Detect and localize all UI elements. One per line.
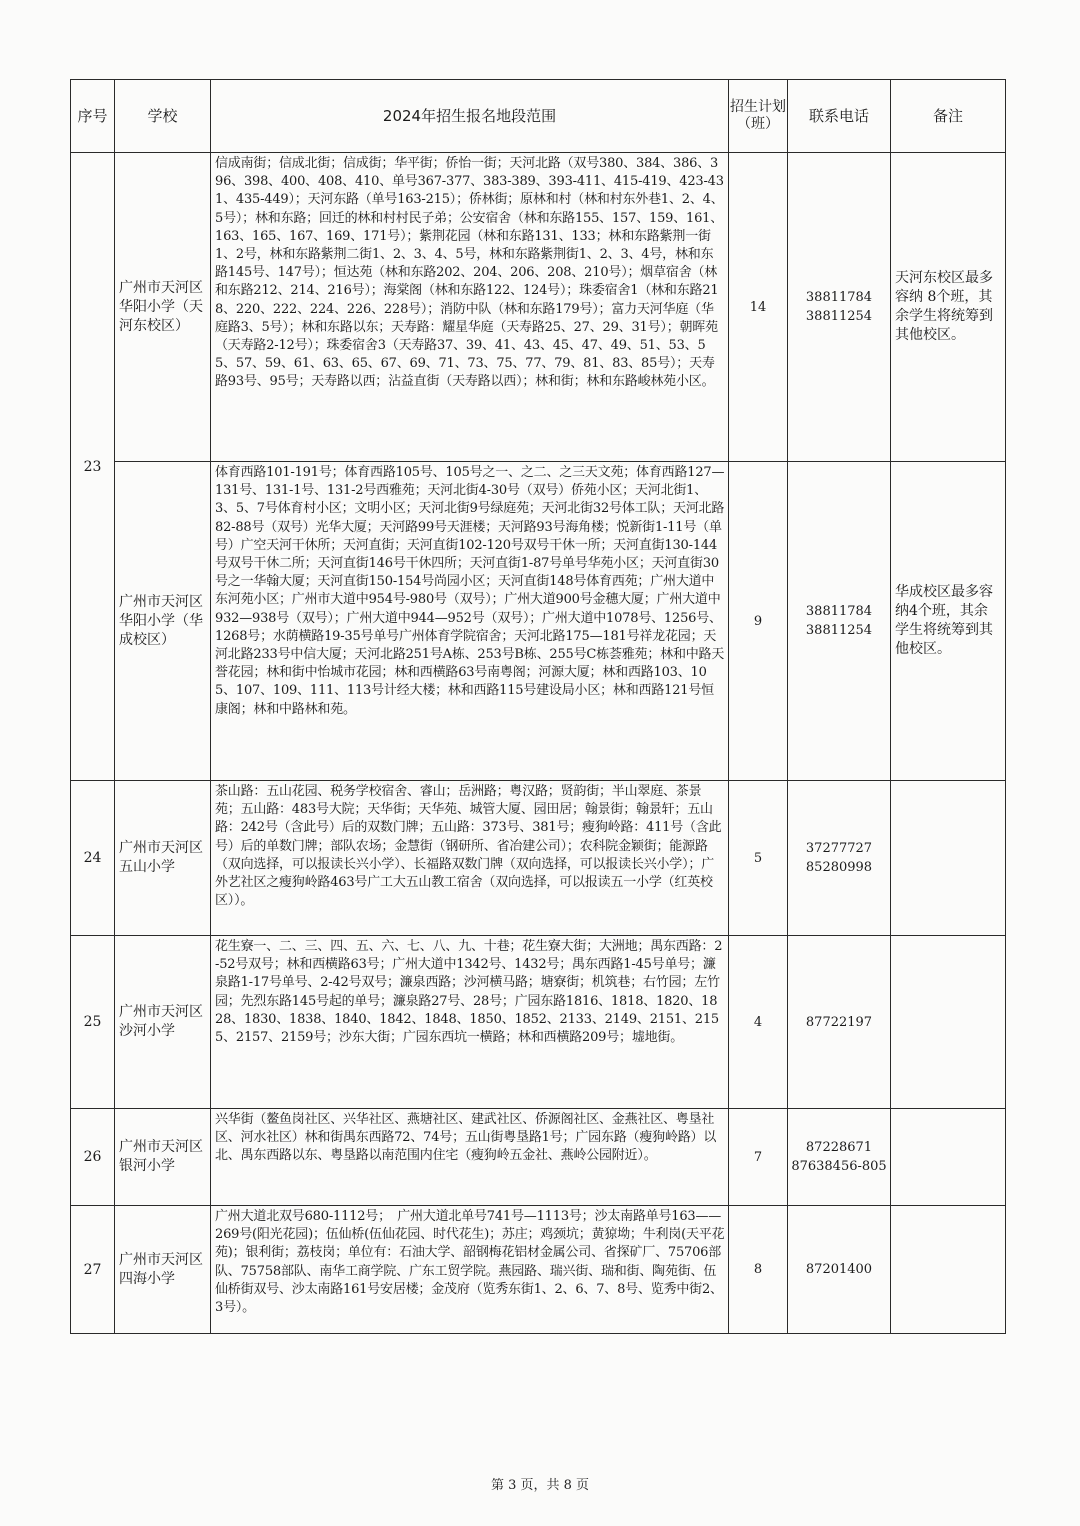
table-row bbox=[71, 1109, 1006, 1206]
row-range: 体育西路101-191号；体育西路105号、105号之一、之二、之三天文苑；体育西路127—131号、131-1号、131-2号西雅苑；天河北街4-30号（双号）侨苑小区；天河北街1、3、5、7号体育村小区；文明小区；天河北街9号绿庭苑；天河北街32号体工队；天河北路82-88号（双号）光华大厦；天河路99号天涯楼；天河路93号海角楼；悦新街1-11号（单号）广空天河干休所；天河直街；天河直街102-120号双号干休一所；天河直街130-144号双号干休二所；天河直街146号干休四所；天河直街1-87号单号华苑小区；天河直街30号之一华翰大厦；天河直街150-154号尚园小区；天河直街148号体育西苑；广州大道中东河苑小区；广州市大道中954号-980号（双号）；广州大道900号金穗大厦；广州大道中932—938号（双号）；广州大道中944—952号（双号）；广州大道中1078号、1256号、1268号；水荫横路19-35号单号广州体育学院宿舍；天河北路175—181号祥龙花园；天河北路233号中信大厦；天河北路251号A栋、253号B栋、255号C栋荟雅苑；林和中路天誉花园；林和街中怡城市花园；林和西横路63号南粤阁；河源大厦；林和西路103、105、107、109、111、113号计经大楼；林和西路115号建设局小区；林和西路121号恒康阁；林和中路林和苑。 bbox=[211, 462, 729, 781]
row-phone: 38811784 38811254 bbox=[788, 462, 891, 781]
row-note bbox=[891, 781, 1006, 936]
table-row bbox=[71, 781, 1006, 936]
row-plan: 7 bbox=[729, 1109, 788, 1206]
header-school: 学校 bbox=[115, 80, 211, 153]
row-note: 华成校区最多容纳4个班，其余学生将统筹到其他校区。 bbox=[891, 462, 1006, 781]
row-note bbox=[891, 1109, 1006, 1206]
row-seq: 27 bbox=[71, 1206, 115, 1334]
table-header-row bbox=[71, 80, 1006, 153]
header-range: 2024年招生报名地段范围 bbox=[211, 80, 729, 153]
row-seq: 26 bbox=[71, 1109, 115, 1206]
row-school: 广州市天河区华阳小学（天河东校区） bbox=[115, 153, 211, 462]
table-row bbox=[71, 153, 1006, 462]
table-row bbox=[71, 1206, 1006, 1334]
header-plan: 招生计划（班） bbox=[729, 80, 788, 153]
row-phone: 87722197 bbox=[788, 936, 891, 1109]
page-footer: 第 3 页，共 8 页 bbox=[490, 1478, 590, 1493]
row-phone: 87228671 87638456-805 bbox=[788, 1109, 891, 1206]
row-plan: 5 bbox=[729, 781, 788, 936]
row-note bbox=[891, 1206, 1006, 1334]
row-range: 信成南街；信成北街；信成街；华平街；侨怡一街；天河北路（双号380、384、386、396、398、400、408、410、单号367-377、383-389、393-411、415-419、423-431、435-449）；天河东路（单号163-215）；侨林街；原林和村（林和村东外巷1、2、4、5号）；林和东路；回迁的林和村村民子弟；公安宿舍（林和东路155、157、159、161、163、165、167、169、171号）；紫荆花园（林和东路131、133；林和东路紫荆一街1、2号，林和东路紫荆二街1、2、3、4、5号，林和东路紫荆街1、2、3、4号，林和东路145号、147号）；恒达苑（林和东路202、204、206、208、210号）；烟草宿舍（林和东路212、214、216号）；海棠阁（林和东路122、124号）；珠委宿舍1（林和东路218、220、222、224、226、228号）；消防中队（林和东路179号）；富力天河华庭（华庭路3、5号）；林和东路以东；天寿路：耀星华庭（天寿路25、27、29、31号）；朝晖苑（天寿路2-12号）；珠委宿舍3（天寿路37、39、41、43、45、47、49、51、53、55、57、59、61、63、65、67、69、71、73、75、77、79、81、83、85号）；天寿路93号、95号；天寿路以西；沾益直街（天寿路以西）；林和街；林和东路峻林苑小区。 bbox=[211, 153, 729, 462]
row-plan: 14 bbox=[729, 153, 788, 462]
header-phone: 联系电话 bbox=[788, 80, 891, 153]
row-school: 广州市天河区四海小学 bbox=[115, 1206, 211, 1334]
row-school: 广州市天河区沙河小学 bbox=[115, 936, 211, 1109]
row-range: 兴华街（鳌鱼岗社区、兴华社区、燕塘社区、建武社区、侨源阁社区、金燕社区、粤垦社区、河水社区）林和街禺东西路72、74号；五山街粤垦路1号；广园东路（瘦狗岭路）以北、禺东西路以东、粤垦路以南范围内住宅（瘦狗岭五金社、燕岭公园附近）。 bbox=[211, 1109, 729, 1206]
row-plan: 8 bbox=[729, 1206, 788, 1334]
row-range: 花生寮一、二、三、四、五、六、七、八、九、十巷；花生寮大街；大洲地；禺东西路：2-52号双号；林和西横路63号；广州大道中1342号、1432号；禺东西路1-45号单号；濂泉路1-17号单号、2-42号双号；濂泉西路；沙河横马路；塘寮街；机筑巷；右竹园；左竹园；先烈东路145号起的单号；濂泉路27号、28号；广园东路1816、1818、1820、1828、1830、1838、1840、1842、1848、1850、1852、2133、2149、2151、2155、2157、2159号；沙东大街；广园东西坑一横路；林和西横路209号；墟地街。 bbox=[211, 936, 729, 1109]
row-range: 茶山路：五山花园、税务学校宿舍、睿山；岳洲路；粤汉路；贤韵街；半山翠庭、茶景苑；五山路：483号大院；天华街；天华苑、城管大厦、园田居；翰景街；翰景轩；五山路：242号（含此号）后的双数门牌；五山路：373号、381号；瘦狗岭路：411号（含此号）后的单数门牌；部队农场；金慧街（钢研所、省冶建公司）；农科院金颖街；能源路（双向选择，可以报读长兴小学）、长福路双数门牌（双向选择，可以报读长兴小学）；广外艺社区之瘦狗岭路463号广工大五山教工宿舍（双向选择，可以报读五一小学（红英校区））。 bbox=[211, 781, 729, 936]
row-seq: 23 bbox=[71, 153, 115, 781]
row-plan: 4 bbox=[729, 936, 788, 1109]
row-seq: 25 bbox=[71, 936, 115, 1109]
row-phone: 87201400 bbox=[788, 1206, 891, 1334]
row-phone: 37277727 85280998 bbox=[788, 781, 891, 936]
table-row bbox=[71, 936, 1006, 1109]
row-school: 广州市天河区华阳小学（华成校区） bbox=[115, 462, 211, 781]
table-row bbox=[71, 462, 1006, 781]
row-note: 天河东校区最多容纳 8个班，其余学生将统筹到其他校区。 bbox=[891, 153, 1006, 462]
header-note: 备注 bbox=[891, 80, 1006, 153]
row-phone: 38811784 38811254 bbox=[788, 153, 891, 462]
enrollment-table bbox=[70, 79, 1006, 1334]
row-range: 广州大道北双号680-1112号； 广州大道北单号741号—1113号；沙太南路单号163——269号(阳光花园)；伍仙桥(伍仙花园、时代花生)；苏庄；鸡颈坑；黄猄坳；牛利岗(天平花苑)；银利街；荔枝岗；单位有：石油大学、韶钢梅花铝材金属公司、省探矿厂、75706部队、75758部队、南华工商学院、广东工贸学院。燕园路、瑞兴街、瑞和街、陶苑街、伍仙桥街双号、沙太南路161号安居楼；金茂府（览秀东街1、2、6、7、8号、览秀中街2、3号）。 bbox=[211, 1206, 729, 1334]
row-school: 广州市天河区五山小学 bbox=[115, 781, 211, 936]
row-note bbox=[891, 936, 1006, 1109]
row-seq: 24 bbox=[71, 781, 115, 936]
row-school: 广州市天河区银河小学 bbox=[115, 1109, 211, 1206]
row-plan: 9 bbox=[729, 462, 788, 781]
header-seq: 序号 bbox=[71, 80, 115, 153]
